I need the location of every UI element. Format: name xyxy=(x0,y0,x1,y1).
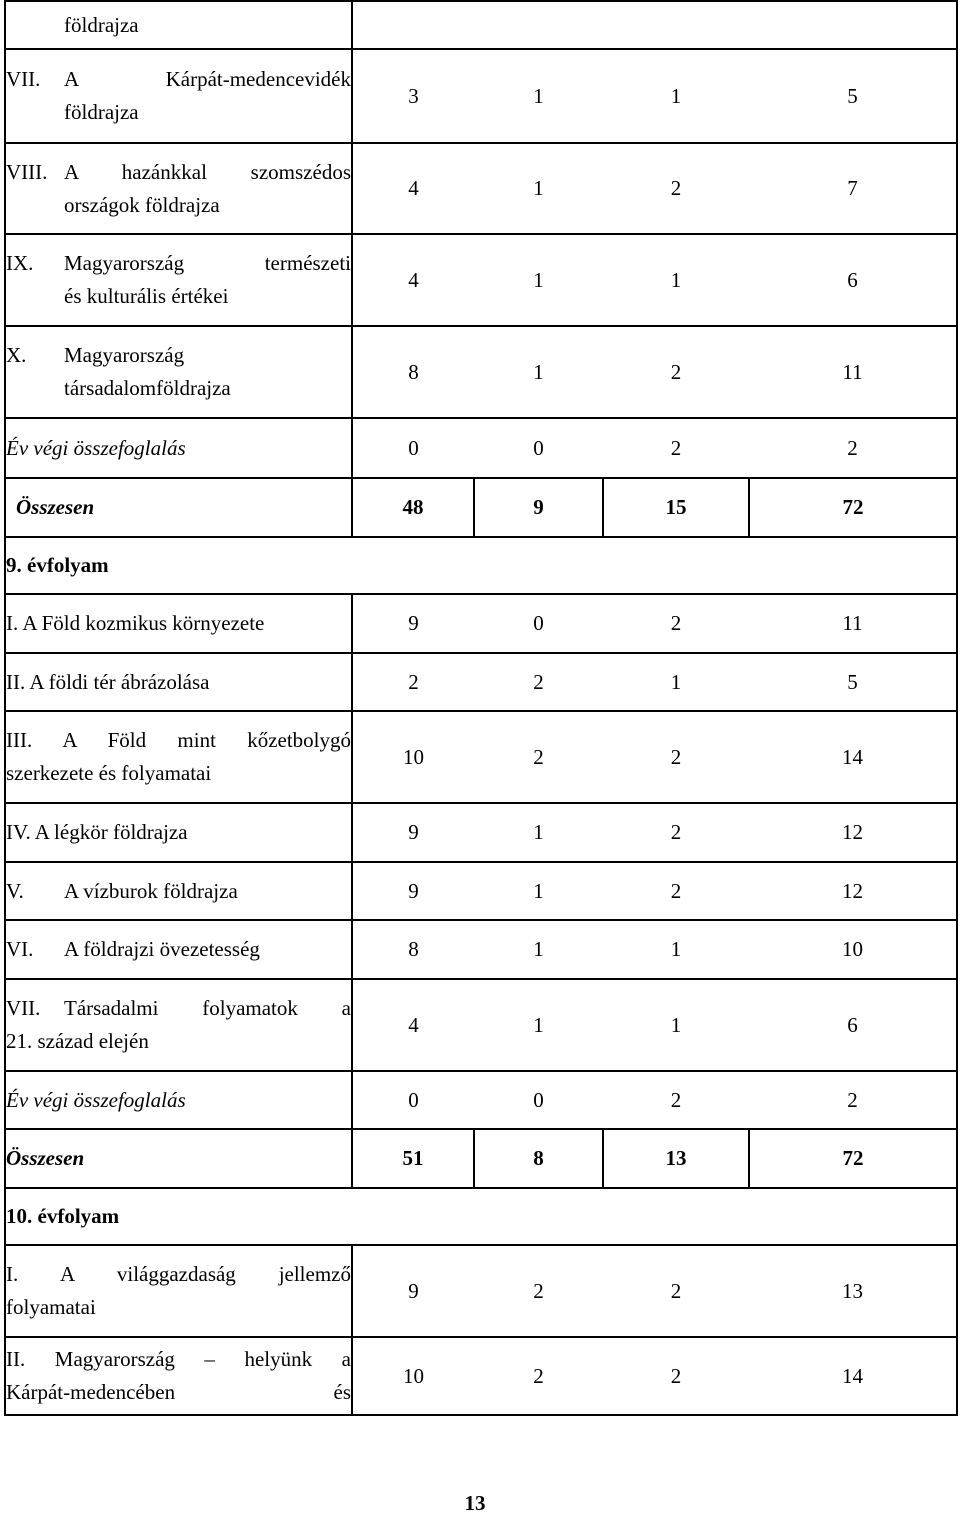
cell-value: 13 xyxy=(665,1146,687,1170)
topic-number: VII. xyxy=(6,67,41,91)
cell-value: 1 xyxy=(533,267,544,292)
cell-value: 4 xyxy=(408,267,419,292)
topic-title: II. A földi tér ábrázolása xyxy=(6,669,210,694)
cell-value: 14 xyxy=(842,744,863,769)
summary-label: Év végi összefoglalás xyxy=(5,418,352,478)
table-row xyxy=(5,326,957,418)
topic-title-cont: és kulturális értékei xyxy=(64,284,229,308)
cell-value: 8 xyxy=(533,1146,544,1170)
cell-value: 1 xyxy=(670,937,682,961)
cell-value: 0 xyxy=(533,1087,544,1112)
topic-number: X. xyxy=(6,343,27,367)
cell-value: 2 xyxy=(408,669,419,694)
cell-value: 12 xyxy=(842,820,863,844)
summary-label: Év végi összefoglalás xyxy=(5,1071,352,1129)
cell-value: 7 xyxy=(847,176,858,200)
cell-value: 2 xyxy=(670,820,682,844)
cell-value: 9 xyxy=(533,495,544,519)
cell-value: 8 xyxy=(408,937,419,961)
cell-value: 11 xyxy=(842,359,863,384)
cell-value: 1 xyxy=(533,937,544,961)
cell-value: 9 xyxy=(408,1278,419,1303)
cell-value: 10 xyxy=(403,744,424,769)
table-row xyxy=(5,803,957,862)
cell-value: 2 xyxy=(670,611,682,635)
topic-title: Magyarország természeti xyxy=(64,251,351,275)
page-number: 13 xyxy=(464,1491,486,1515)
total-label: Összesen xyxy=(5,478,352,537)
cell-value: 15 xyxy=(665,495,687,519)
topic-number: VI. xyxy=(6,937,34,961)
cell-value: 5 xyxy=(847,83,858,108)
topic-title: A hazánkkal szomszédos xyxy=(64,159,351,184)
topic-title: földrajza xyxy=(64,12,139,37)
topic-title: II. Magyarország – helyünk a xyxy=(6,1347,351,1371)
topic-title-cont: 21. század elején xyxy=(6,1029,149,1053)
cell-value: 1 xyxy=(670,1012,682,1037)
cell-value: 2 xyxy=(847,435,858,460)
topic-title: A földrajzi övezetesség xyxy=(64,937,260,961)
topic-title: I. A Föld kozmikus környezete xyxy=(6,611,265,635)
cell-value: 0 xyxy=(533,435,544,460)
cell-value: 6 xyxy=(847,267,858,292)
cell-value: 12 xyxy=(842,878,863,903)
total-label: Összesen xyxy=(5,1129,352,1188)
table-row xyxy=(5,49,957,143)
topic-title-cont: társadalomföldrajza xyxy=(64,376,231,400)
cell-value: 48 xyxy=(402,495,424,519)
table-row xyxy=(5,143,957,234)
total-row xyxy=(5,1129,957,1188)
cell-value: 13 xyxy=(842,1278,863,1303)
cell-value: 51 xyxy=(402,1146,424,1170)
cell-value: 9 xyxy=(408,611,419,635)
cell-value: 1 xyxy=(670,669,682,694)
cell-value: 2 xyxy=(533,744,544,769)
cell-value: 0 xyxy=(408,435,419,460)
grade-heading: 9. évfolyam xyxy=(5,537,957,594)
cell-value: 5 xyxy=(847,669,858,694)
table-row xyxy=(5,920,957,979)
cell-value: 2 xyxy=(670,1363,682,1388)
table-row xyxy=(5,1,957,49)
topic-number: V. xyxy=(6,878,24,903)
topic-title: Társadalmi folyamatok a xyxy=(64,996,351,1020)
cell-value: 0 xyxy=(408,1087,419,1112)
topic-title: A Kárpát-medencevidék xyxy=(64,67,351,91)
cell-value: 9 xyxy=(408,878,419,903)
cell-value: 2 xyxy=(533,1363,544,1388)
grade-heading: 10. évfolyam xyxy=(5,1188,957,1245)
cell-value: 1 xyxy=(533,359,544,384)
cell-value: 0 xyxy=(533,611,544,635)
cell-value: 1 xyxy=(670,267,682,292)
cell-value: 1 xyxy=(533,1012,544,1037)
table-row xyxy=(5,653,957,711)
table-row xyxy=(5,862,957,920)
cell-value: 1 xyxy=(533,176,544,200)
topic-title-cont: Kárpát-medencében és xyxy=(6,1380,351,1404)
summary-row xyxy=(5,1071,957,1129)
cell-value: 2 xyxy=(670,878,682,903)
topic-title: Magyarország xyxy=(64,343,185,367)
cell-value: 2 xyxy=(847,1087,858,1112)
cell-value: 72 xyxy=(842,1146,864,1170)
cell-value: 2 xyxy=(670,176,682,200)
cell-value: 2 xyxy=(670,435,682,460)
topic-title-cont: szerkezete és folyamatai xyxy=(6,761,212,785)
cell-value: 3 xyxy=(408,83,419,108)
cell-value: 6 xyxy=(847,1012,858,1037)
cell-value: 1 xyxy=(533,820,544,844)
cell-value: 4 xyxy=(408,1012,419,1037)
grade-heading-row xyxy=(5,537,957,594)
topic-number: IX. xyxy=(6,251,34,275)
summary-row xyxy=(5,418,957,478)
topic-number: VIII. xyxy=(6,159,48,184)
cell-value: 1 xyxy=(533,878,544,903)
cell-value: 72 xyxy=(842,495,864,519)
cell-value: 11 xyxy=(842,611,863,635)
cell-value: 2 xyxy=(670,1087,682,1112)
table-row xyxy=(5,711,957,803)
cell-value: 8 xyxy=(408,359,419,384)
cell-value: 2 xyxy=(670,744,682,769)
topic-title: I. A világgazdaság jellemző xyxy=(6,1262,351,1286)
cell-value: 4 xyxy=(408,176,419,200)
cell-value: 9 xyxy=(408,820,419,844)
cell-value: 2 xyxy=(670,359,682,384)
cell-value: 1 xyxy=(533,83,544,108)
table-row xyxy=(5,1337,957,1415)
cell-value: 14 xyxy=(842,1363,863,1388)
grade-heading-row xyxy=(5,1188,957,1245)
topic-number: VII. xyxy=(6,996,41,1020)
topic-title: III. A Föld mint kőzetbolygó xyxy=(6,728,351,752)
topic-title-cont: országok földrajza xyxy=(64,192,220,217)
topic-title-cont: földrajza xyxy=(64,100,139,124)
table-row xyxy=(5,1245,957,1337)
cell-value: 2 xyxy=(533,1278,544,1303)
cell-value: 10 xyxy=(842,937,863,961)
cell-value: 2 xyxy=(670,1278,682,1303)
table-row xyxy=(5,979,957,1071)
topic-title-cont: folyamatai xyxy=(6,1295,96,1319)
topic-title: IV. A légkör földrajza xyxy=(6,820,188,844)
topic-title: A vízburok földrajza xyxy=(64,878,238,903)
cell-value: 2 xyxy=(533,669,544,694)
table-row xyxy=(5,594,957,653)
cell-value: 1 xyxy=(670,83,682,108)
table-row xyxy=(5,234,957,326)
cell-value: 10 xyxy=(403,1363,424,1388)
total-row xyxy=(5,478,957,537)
curriculum-table xyxy=(4,0,958,1416)
